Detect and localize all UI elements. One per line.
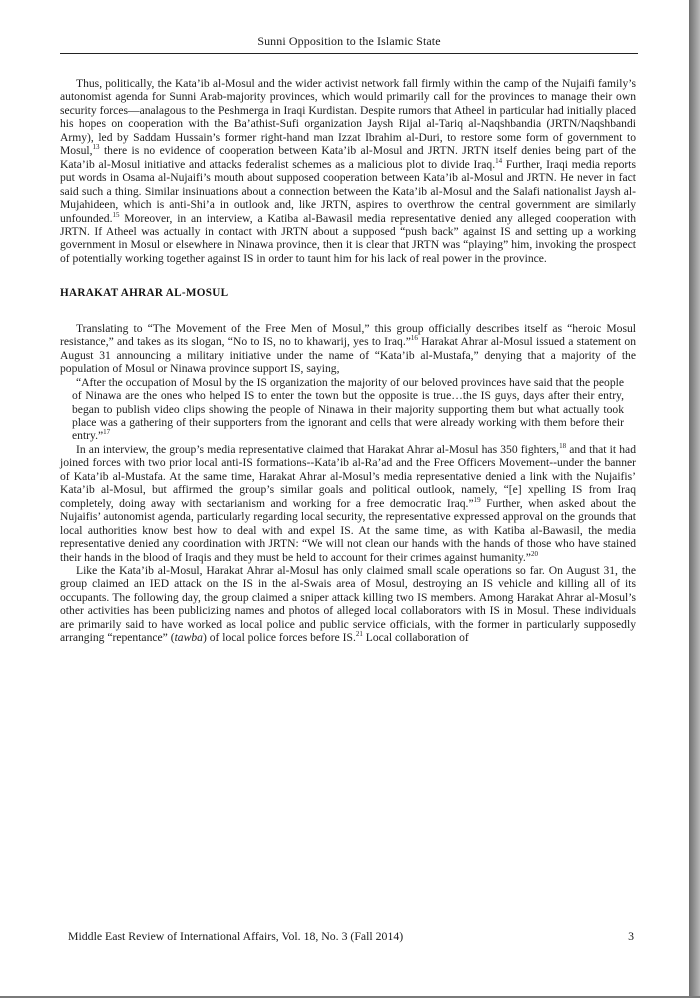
paragraph-text: ) of local police forces before IS. — [202, 631, 356, 645]
paragraph-text: Moreover, in an interview, a Katiba al-Bawasil media representative denied any alleged cooperation with JRTN. If Atheel was actually in contact with JRTN about a supposed “push back” against IS and setting up a working government in Mosul or elsewhere in Ninawa province, then it is clear that JRTN was “playing” him, invoking the prospect of potentially working together against IS in order to taunt him for his lack of real power in the province. — [60, 211, 636, 265]
footnote-ref[interactable]: 18 — [559, 442, 567, 451]
paragraph-text: Local collaboration of — [362, 631, 469, 645]
section-heading: HARAKAT AHRAR AL-MOSUL — [60, 287, 229, 300]
paragraph-text: Translating to “The Movement of the Free Men of Mosul,” this group officially describes itself as “heroic Mosul resistance,” and takes as its slogan, “No to IS, no to khawarij, yes to Iraq.” — [60, 321, 636, 349]
paragraph-operations — [60, 564, 636, 645]
quote-text: “After the occupation of Mosul by the IS organization the majority of our beloved provinces have said that the people of Ninawa are the ones who helped IS to enter the town but the opposite is true…the IS guys, days after their entry, began to publish video clips showing the people of Ninawa in their majority supporting them but what actually took place was a gathering of their supporters from the ignorant and cells that were already working with them before their entry.” — [72, 375, 624, 443]
paragraph-text: and that it had joined forces with two prior local anti-IS formations--Kata’ib al-Ra’ad and the Free Officers Movement--under the banner of Kata’ib al-Mustafa. At the same time, Harakat Ahrar al-Mosul’s media representative denied a link with the Nujaifis’ Kata’ib al-Mosul, but affirmed the group’s similar goals and political outlook, namely, “[e] xpelling IS from Iraq completely, doing away with sectarianism and working for a free democratic Iraq.” — [60, 442, 636, 510]
paragraph-text: Like the Kata’ib al-Mosul, Harakat Ahrar al-Mosul has only claimed small scale operations so far. On August 31, the group claimed an IED attack on the IS in the al-Swais area of Mosul, destroying an IS vehicle and killing all of its occupants. The following day, the group claimed a sniper attack killing two IS members. Among Harakat Ahrar al-Mosul’s other activities has been publicizing names and photos of alleged local collaborators with IS in Mosul. These individuals are primarily said to have worked as local police and public service officials, with the former in particularly supposedly arranging “repentance” ( — [60, 563, 636, 645]
paragraph-politics — [60, 77, 636, 265]
header-rule — [60, 53, 638, 54]
footnote-ref[interactable]: 17 — [103, 428, 111, 437]
paragraph-text: Further, when asked about the Nujaifis’ autonomist agenda, particularly regarding local security, the representative expressed approval on the grounds that local authorities know best how to deal with and expel IS. At the same time, as with Katiba al-Bawasil, the media representative denied any coordination with JRTN: “We will not clean our hands with the hands of those who have stained their hands in the blood of Iraqis and they must be held to account for their crimes against humanity.” — [60, 496, 636, 564]
page-number: 3 — [628, 929, 634, 943]
footnote-ref[interactable]: 14 — [495, 156, 503, 165]
paragraph-text: In an interview, the group’s media representative claimed that Harakat Ahrar al-Mosul has 350 fighters, — [76, 442, 560, 456]
paragraph-text: Harakat Ahrar al-Mosul issued a statement on August 31 announcing a military initiative under the name of “Kata’ib al-Mustafa,” denying that a majority of the population of Mosul or Ninawa province support IS, saying, — [60, 335, 636, 376]
article-body — [60, 77, 636, 645]
italic-term: tawba — [174, 631, 203, 645]
paragraph-text: Further, Iraqi media reports put words in Osama al-Nujaifi’s mouth about supposed cooperation between Kata’ib al-Mosul and JRTN. He never in fact said such a thing. Similar insinuations about a connection between the Kata’ib al-Mosul and the Salafi nationalist Jaysh al-Mujahideen, which is anti-Shi’a in outlook and, like JRTN, aspires to overthrow the central government are similarly unfounded. — [60, 157, 636, 225]
paragraph-text: there is no evidence of cooperation between Kata’ib al-Mosul and JRTN. JRTN itself denies being part of the Kata’ib al-Mosul initiative and attacks federalist schemes as a malicious plot to divide Iraq. — [60, 144, 636, 171]
footnote-ref[interactable]: 21 — [355, 630, 363, 639]
footnote-ref[interactable]: 19 — [473, 495, 481, 504]
journal-citation: Middle East Review of International Affairs, Vol. 18, No. 3 (Fall 2014) — [68, 929, 404, 943]
footnote-ref[interactable]: 15 — [112, 210, 120, 219]
paragraph-interview — [60, 443, 636, 564]
footnote-ref[interactable]: 20 — [530, 549, 538, 558]
paragraph-text: Thus, politically, the Kata’ib al-Mosul and the wider activist network fall firmly within the camp of the Nujaifi family’s autonomist agenda for Sunni Arab-majority provinces, which would primarily call for the provinces to manage their own security forces—analagous to the Peshmerga in Iraqi Kurdistan. Despite rumors that Atheel in particular had initially placed his hopes on cooperation with the Ba’athist-Sufi organization Jaysh Rijal al-Tariq al-Naqshbandia (JRTN/Naqshbandi Army), led by Saddam Hussain’s former right-hand man Izzat Ibrahim al-Duri, to restore some form of government to Mosul, — [60, 77, 636, 158]
footnote-ref[interactable]: 16 — [410, 334, 418, 343]
viewer-edge-shadow — [689, 0, 700, 998]
running-header: Sunni Opposition to the Islamic State — [257, 34, 441, 48]
block-quote — [72, 376, 624, 443]
footnote-ref[interactable]: 13 — [92, 143, 100, 152]
paragraph-translation — [60, 322, 636, 376]
